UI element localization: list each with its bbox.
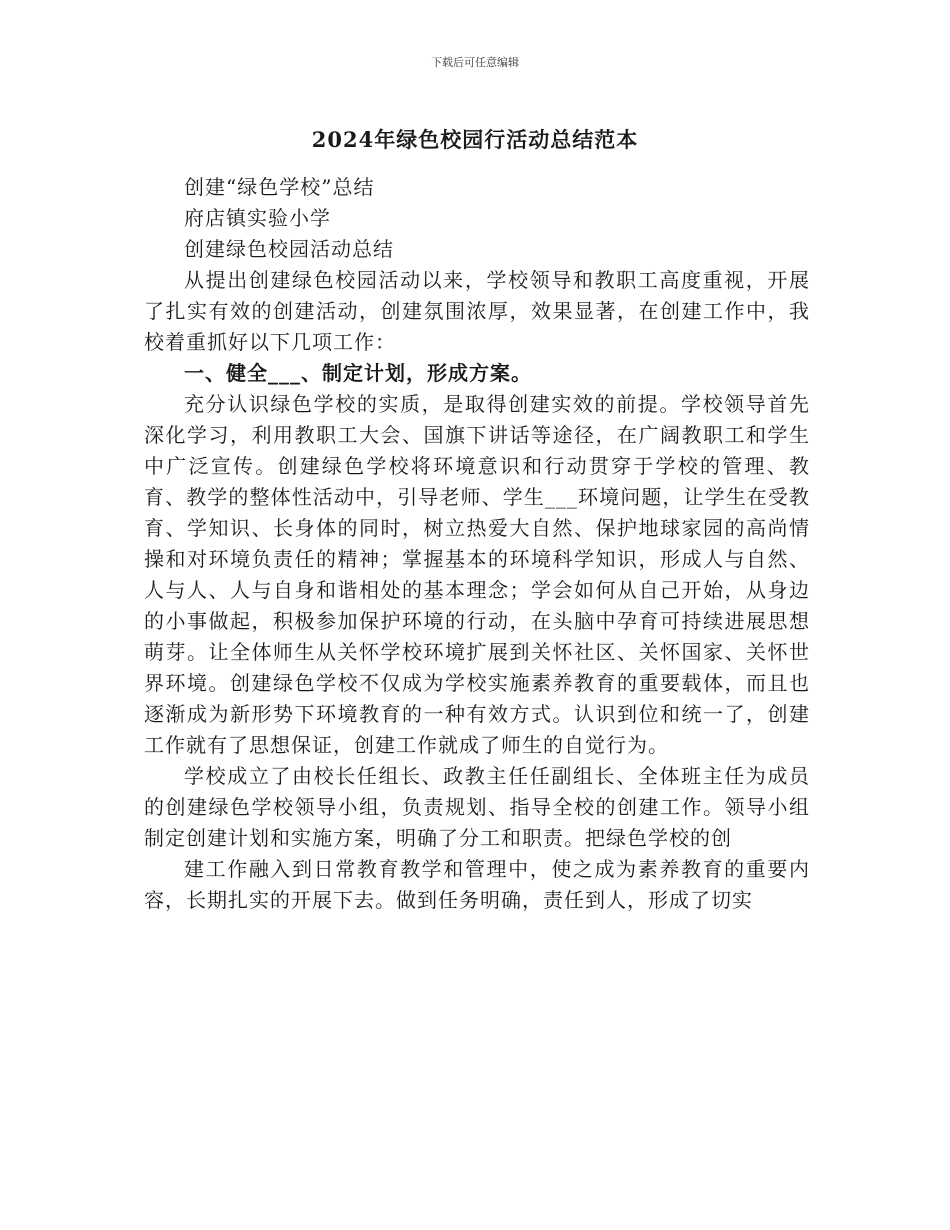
document-title: 2024年绿色校园行活动总结范本 [311,127,639,152]
section-heading-1: 一、健全___、制定计划，形成方案。 [184,361,532,385]
subtitle-line-2: 府店镇实验小学 [184,206,331,230]
subtitle-line-1: 创建“绿色学校”总结 [184,175,375,199]
body-paragraph-1: 充分认识绿色学校的实质，是取得创建实效的前提。学校领导首先深化学习，利用教职工大会、国旗下讲话等途径，在广阔教职工和学生中广泛宣传。创建绿色学校将环境意识和行动贯穿于学校的管理、教育、教学的整体性活动中，引导老师、学生___环境问题，让学生在受教育、学知识、长身体的同时，树立热爱大自然、保护地球家园的高尚情操和对环境负责任的精神；掌握基本的环境科学知识，形成人与自然、人与人、人与自身和谐相处的基本理念；学会如何从自己开始，从身边的小事做起，积极参加保护环境的行动，在头脑中孕育可持续进展思想萌芽。让全体师生从关怀学校环境扩展到关怀社区、关怀国家、关怀世界环境。创建绿色学校不仅成为学校实施素养教育的重要载体，而且也逐渐成为新形势下环境教育的一种有效方式。认识到位和统一了，创建工作就有了思想保证，创建工作就成了师生的自觉行为。 [144,392,810,757]
body-paragraph-2: 学校成立了由校长任组长、政教主任任副组长、全体班主任为成员的创建绿色学校领导小组，负责规划、指导全校的创建工作。领导小组制定创建计划和实施方案，明确了分工和职责。把绿色学校的创 [144,764,810,850]
subtitle-line-3: 创建绿色校园活动总结 [184,237,394,261]
page-header-note: 下载后可任意编辑 [431,56,519,69]
document-body [144,172,810,916]
intro-paragraph: 从提出创建绿色校园活动以来，学校领导和教职工高度重视，开展了扎实有效的创建活动，创建氛围浓厚，效果显著，在创建工作中，我校着重抓好以下几项工作： [144,268,810,354]
body-paragraph-3: 建工作融入到日常教育教学和管理中，使之成为素养教育的重要内容，长期扎实的开展下去。做到任务明确，责任到人，形成了切实 [144,857,810,912]
